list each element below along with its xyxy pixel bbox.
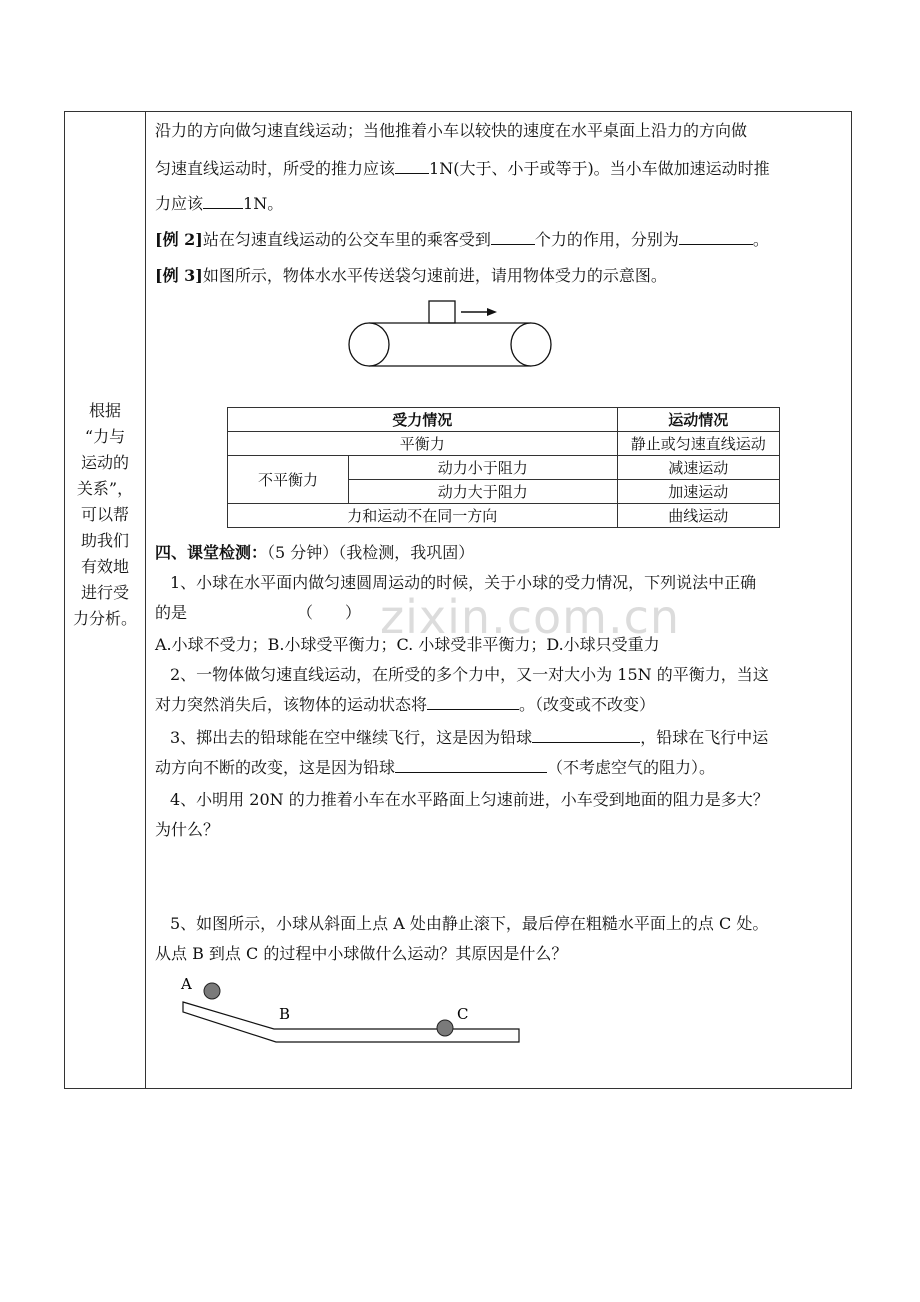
- side-note-line: 根据: [88, 401, 121, 420]
- left-roller: [349, 323, 389, 366]
- side-note: [66, 398, 144, 632]
- q1-line-1: 1、小球在水平面内做匀速圆周运动的时候，关于小球的受力情况，下列说法中正确: [170, 573, 757, 592]
- answer-blank[interactable]: [532, 724, 640, 743]
- cell-balanced: 平衡力: [228, 432, 618, 456]
- ball-at-A: [204, 983, 220, 999]
- example-2: [例 2]站在匀速直线运动的公交车里的乘客受到 个力的作用，分别为 。: [155, 225, 769, 255]
- cell-decelerate: 减速运动: [617, 456, 779, 480]
- section-4-heading: 四、课堂检测：（5 分钟）（我检测，我巩固）: [155, 543, 475, 562]
- side-note-line: 有效地: [80, 557, 129, 576]
- answer-blank[interactable]: [491, 226, 535, 245]
- q2-line-2: 对力突然消失后，该物体的运动状态将 。（改变或不改变）: [155, 690, 655, 720]
- label-A: A: [181, 975, 192, 993]
- side-note-line: 进行受: [80, 583, 129, 602]
- force-motion-table: [227, 407, 780, 528]
- intro-line-2: 匀速直线运动时，所受的推力应该 1N(大于、小于或等于)。当小车做加速运动时推: [155, 154, 770, 184]
- incline-plane-diagram: [175, 972, 527, 1052]
- q5-line-1: 5、如图所示，小球从斜面上点 A 处由静止滚下，最后停在粗糙水平面上的点 C 处。: [170, 914, 769, 933]
- header-motion: 运动情况: [617, 408, 779, 432]
- cell-different-direction: 力和运动不在同一方向: [228, 504, 618, 528]
- q5-line-2: 从点 B 到点 C 的过程中小球做什么运动？其原因是什么？: [155, 944, 568, 963]
- cell-unbalanced: 不平衡力: [228, 456, 349, 504]
- q3-line-1: 3、掷出去的铅球能在空中继续飞行，这是因为铅球 ，铅球在飞行中运: [170, 723, 768, 753]
- side-note-line: “力与: [84, 427, 126, 446]
- cell-power-less: 动力小于阻力: [349, 456, 618, 480]
- answer-blank[interactable]: [427, 691, 519, 710]
- header-force: 受力情况: [228, 408, 618, 432]
- cell-accelerate: 加速运动: [617, 480, 779, 504]
- q1-line-2: 的是 （ ）: [155, 603, 362, 622]
- q3-line-2: 动方向不断的改变，这是因为铅球 （不考虑空气的阻力）。: [155, 753, 715, 783]
- cell-curved: 曲线运动: [617, 504, 779, 528]
- q1-options: A.小球不受力；B.小球受平衡力；C. 小球受非平衡力；D.小球只受重力: [155, 635, 660, 654]
- example-3: [例 3]如图所示，物体水水平传送袋匀速前进，请用物体受力的示意图。: [155, 266, 667, 285]
- answer-blank[interactable]: [395, 754, 547, 773]
- arrow-head: [487, 308, 497, 316]
- side-note-line: 运动的: [80, 453, 129, 472]
- label-B: B: [279, 1005, 291, 1023]
- ball-at-C: [437, 1020, 453, 1036]
- watermark: zixin.com.cn: [380, 590, 681, 644]
- side-note-line: 力分析。: [72, 609, 137, 628]
- q4-line-2: 为什么？: [155, 820, 220, 839]
- box-on-belt: [429, 301, 455, 323]
- conveyor-belt-diagram: [345, 298, 557, 370]
- incline-and-floor: [183, 1002, 519, 1042]
- q4-line-1: 4、小明用 20N 的力推着小车在水平路面上匀速前进，小车受到地面的阻力是多大？: [170, 790, 769, 809]
- side-note-line: 关系”，: [76, 479, 134, 498]
- answer-blank[interactable]: [679, 226, 753, 245]
- cell-power-greater: 动力大于阻力: [349, 480, 618, 504]
- answer-blank[interactable]: [203, 190, 243, 209]
- side-note-line: 可以帮: [80, 505, 129, 524]
- answer-blank[interactable]: [395, 155, 429, 174]
- right-roller: [511, 323, 551, 366]
- intro-line-1: 沿力的方向做匀速直线运动；当他推着小车以较快的速度在水平桌面上沿力的方向做: [155, 121, 748, 140]
- label-C: C: [457, 1005, 469, 1023]
- cell-static-uniform: 静止或匀速直线运动: [617, 432, 779, 456]
- column-divider: [145, 111, 146, 1089]
- q2-line-1: 2、一物体做匀速直线运动，在所受的多个力中，又一对大小为 15N 的平衡力，当这: [170, 665, 769, 684]
- side-note-line: 助我们: [80, 531, 129, 550]
- intro-line-3: 力应该 1N。: [155, 189, 283, 219]
